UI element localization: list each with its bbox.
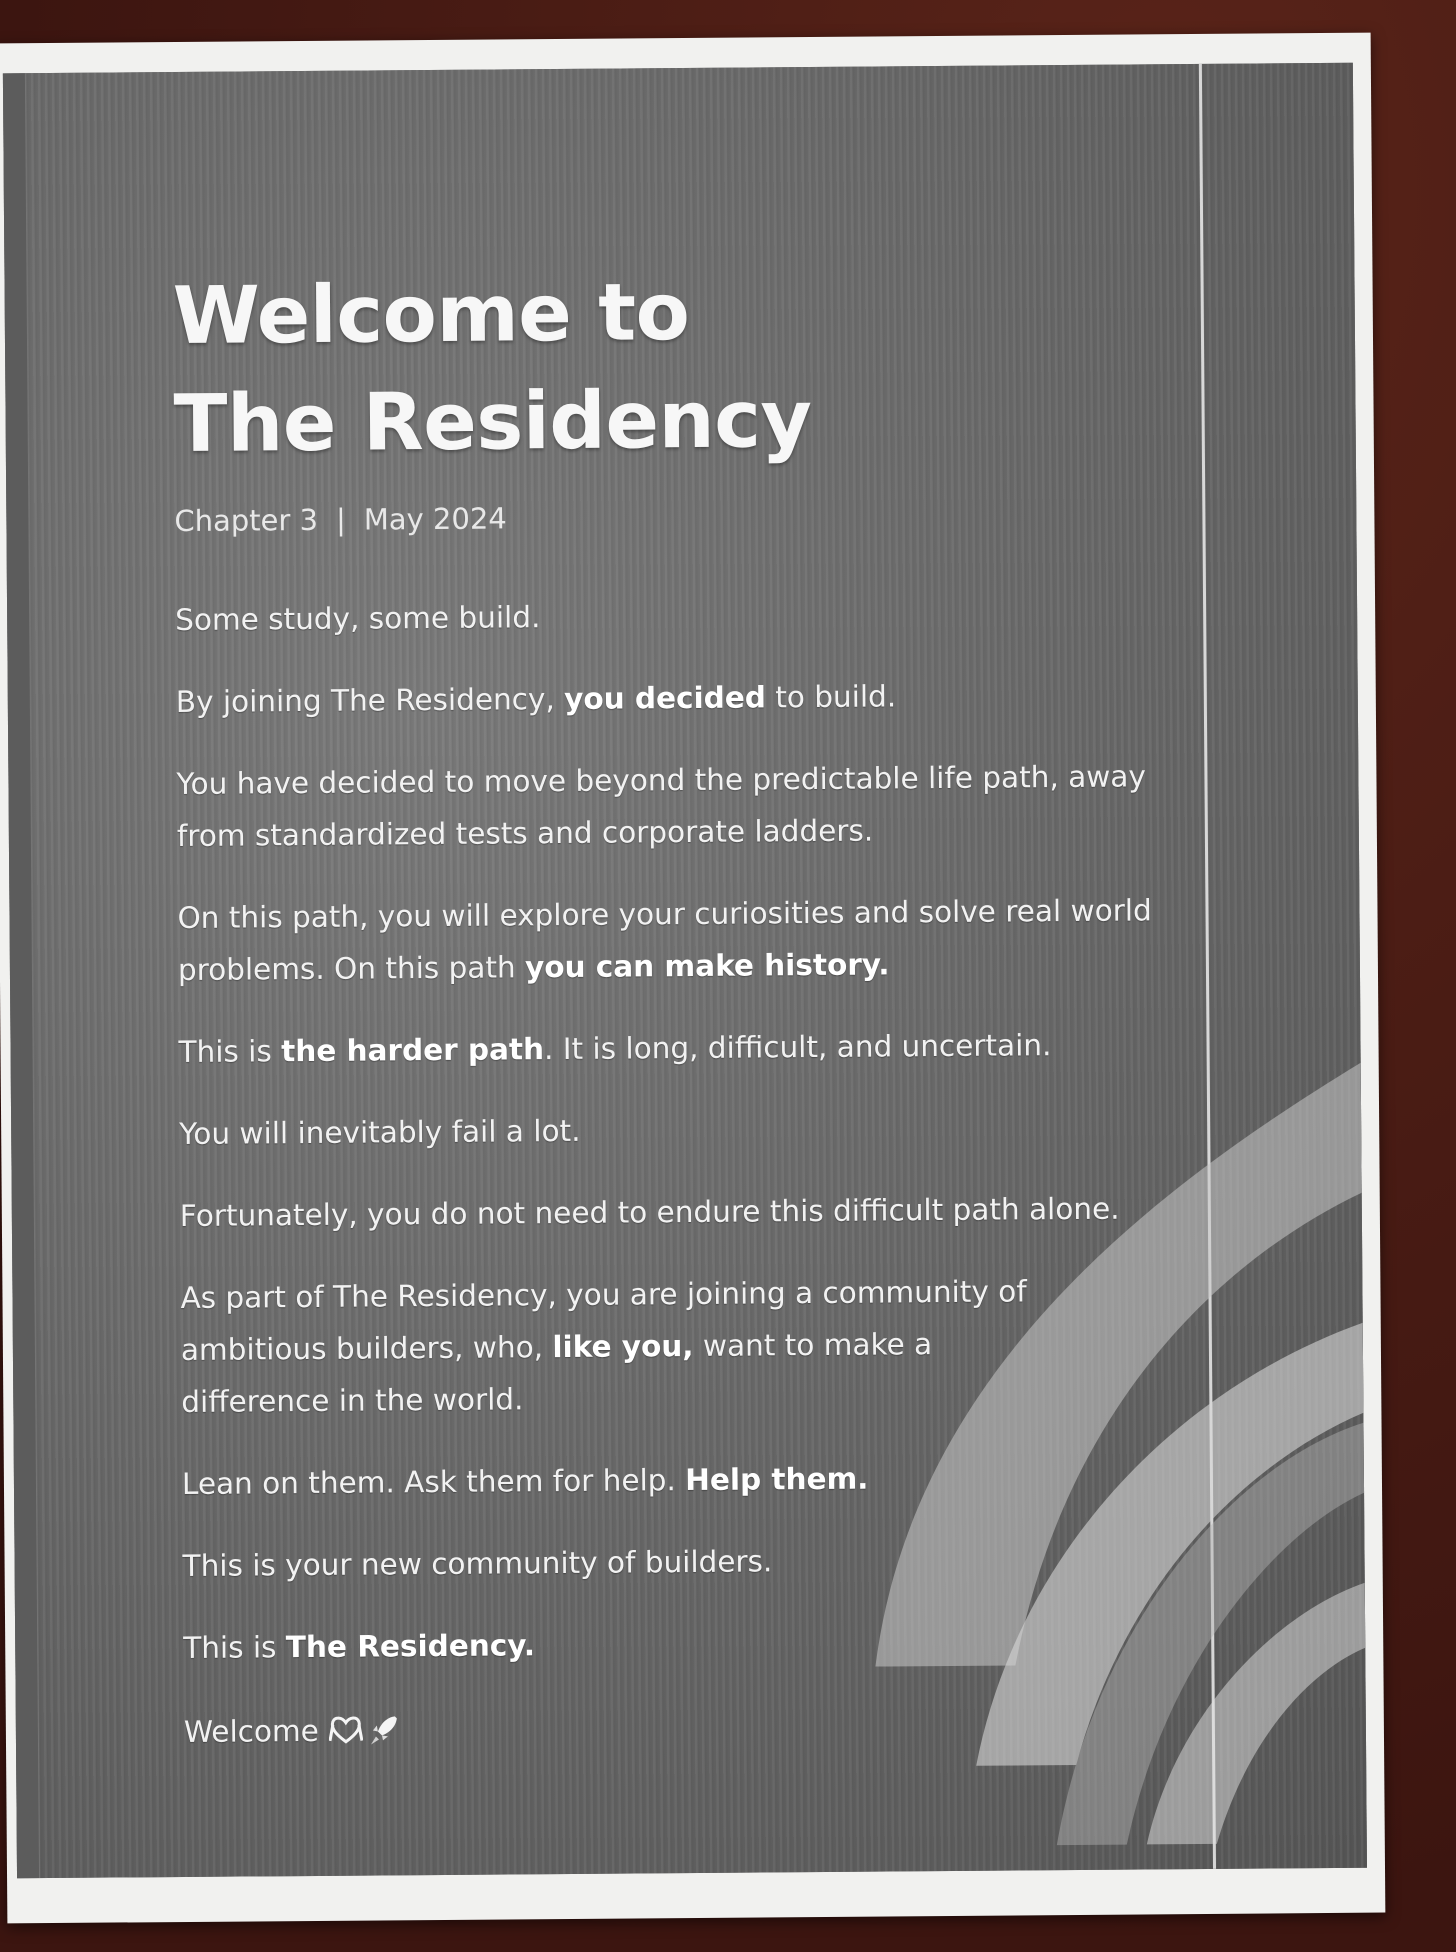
paragraph-new-community: [182, 1531, 1282, 1592]
text: Some study, some build.: [175, 600, 541, 638]
paragraph-joining: [176, 667, 1276, 728]
text: This is your new community of builders.: [182, 1544, 773, 1583]
text: Lean on them. Ask them for help.: [181, 1463, 686, 1501]
date-label: May 2024: [363, 501, 507, 537]
printed-area: [3, 63, 1367, 1879]
page-title: [172, 253, 1274, 478]
text: to build.: [765, 679, 897, 715]
paragraph-welcome: [184, 1697, 1284, 1758]
welcome-emojis: [329, 1714, 399, 1747]
text: ambitious builders, who,: [180, 1330, 553, 1368]
emphasis-help-them: Help them.: [685, 1461, 869, 1498]
paragraph-study-build: [175, 585, 1275, 646]
title-line-2: The Residency: [173, 373, 812, 471]
text: Fortunately, you do not need to endure this difficult path alone.: [179, 1191, 1120, 1234]
text: . It is long, difficult, and uncertain.: [543, 1028, 1052, 1067]
paragraph-community: [180, 1263, 1281, 1428]
paragraph-fail: [179, 1099, 1279, 1160]
paragraph-beyond-path: [176, 749, 1277, 862]
emphasis-make-history: you can make history.: [524, 947, 890, 985]
text: This is: [183, 1630, 286, 1665]
emphasis-like-you: like you,: [552, 1328, 694, 1365]
title-line-1: Welcome to: [172, 265, 690, 363]
heart-hands-icon: [329, 1715, 363, 1745]
page-content: [172, 253, 1284, 1758]
paragraph-harder-path: [178, 1017, 1278, 1078]
emphasis-harder-path: the harder path: [281, 1032, 545, 1069]
text: want to make a: [693, 1327, 933, 1363]
text: difference in the world.: [181, 1382, 524, 1419]
text: This is: [178, 1034, 282, 1070]
paragraph-lean-on-them: [182, 1449, 1282, 1510]
text: from standardized tests and corporate ladders.: [176, 813, 874, 854]
printed-page: [0, 33, 1385, 1924]
text: problems. On this path: [177, 950, 526, 988]
text: On this path, you will explore your curiosities and solve real world: [177, 893, 1152, 936]
paragraph-explore: [177, 883, 1278, 996]
paragraph-this-is: [183, 1613, 1283, 1674]
rocket-icon: [369, 1714, 399, 1746]
meta-separator: |: [335, 502, 346, 537]
text: By joining The Residency,: [175, 681, 565, 720]
chapter-date-line: [174, 495, 1274, 538]
emphasis-the-residency: The Residency.: [285, 1628, 536, 1665]
paragraph-not-alone: [180, 1181, 1280, 1242]
text: You have decided to move beyond the predictable life path, away: [176, 759, 1147, 802]
welcome-text: Welcome: [183, 1713, 319, 1749]
emphasis-you-decided: you decided: [564, 680, 767, 716]
text: You will inevitably fail a lot.: [179, 1113, 581, 1152]
chapter-label: Chapter 3: [174, 502, 319, 539]
text: As part of The Residency, you are joining a community of: [180, 1274, 1027, 1316]
